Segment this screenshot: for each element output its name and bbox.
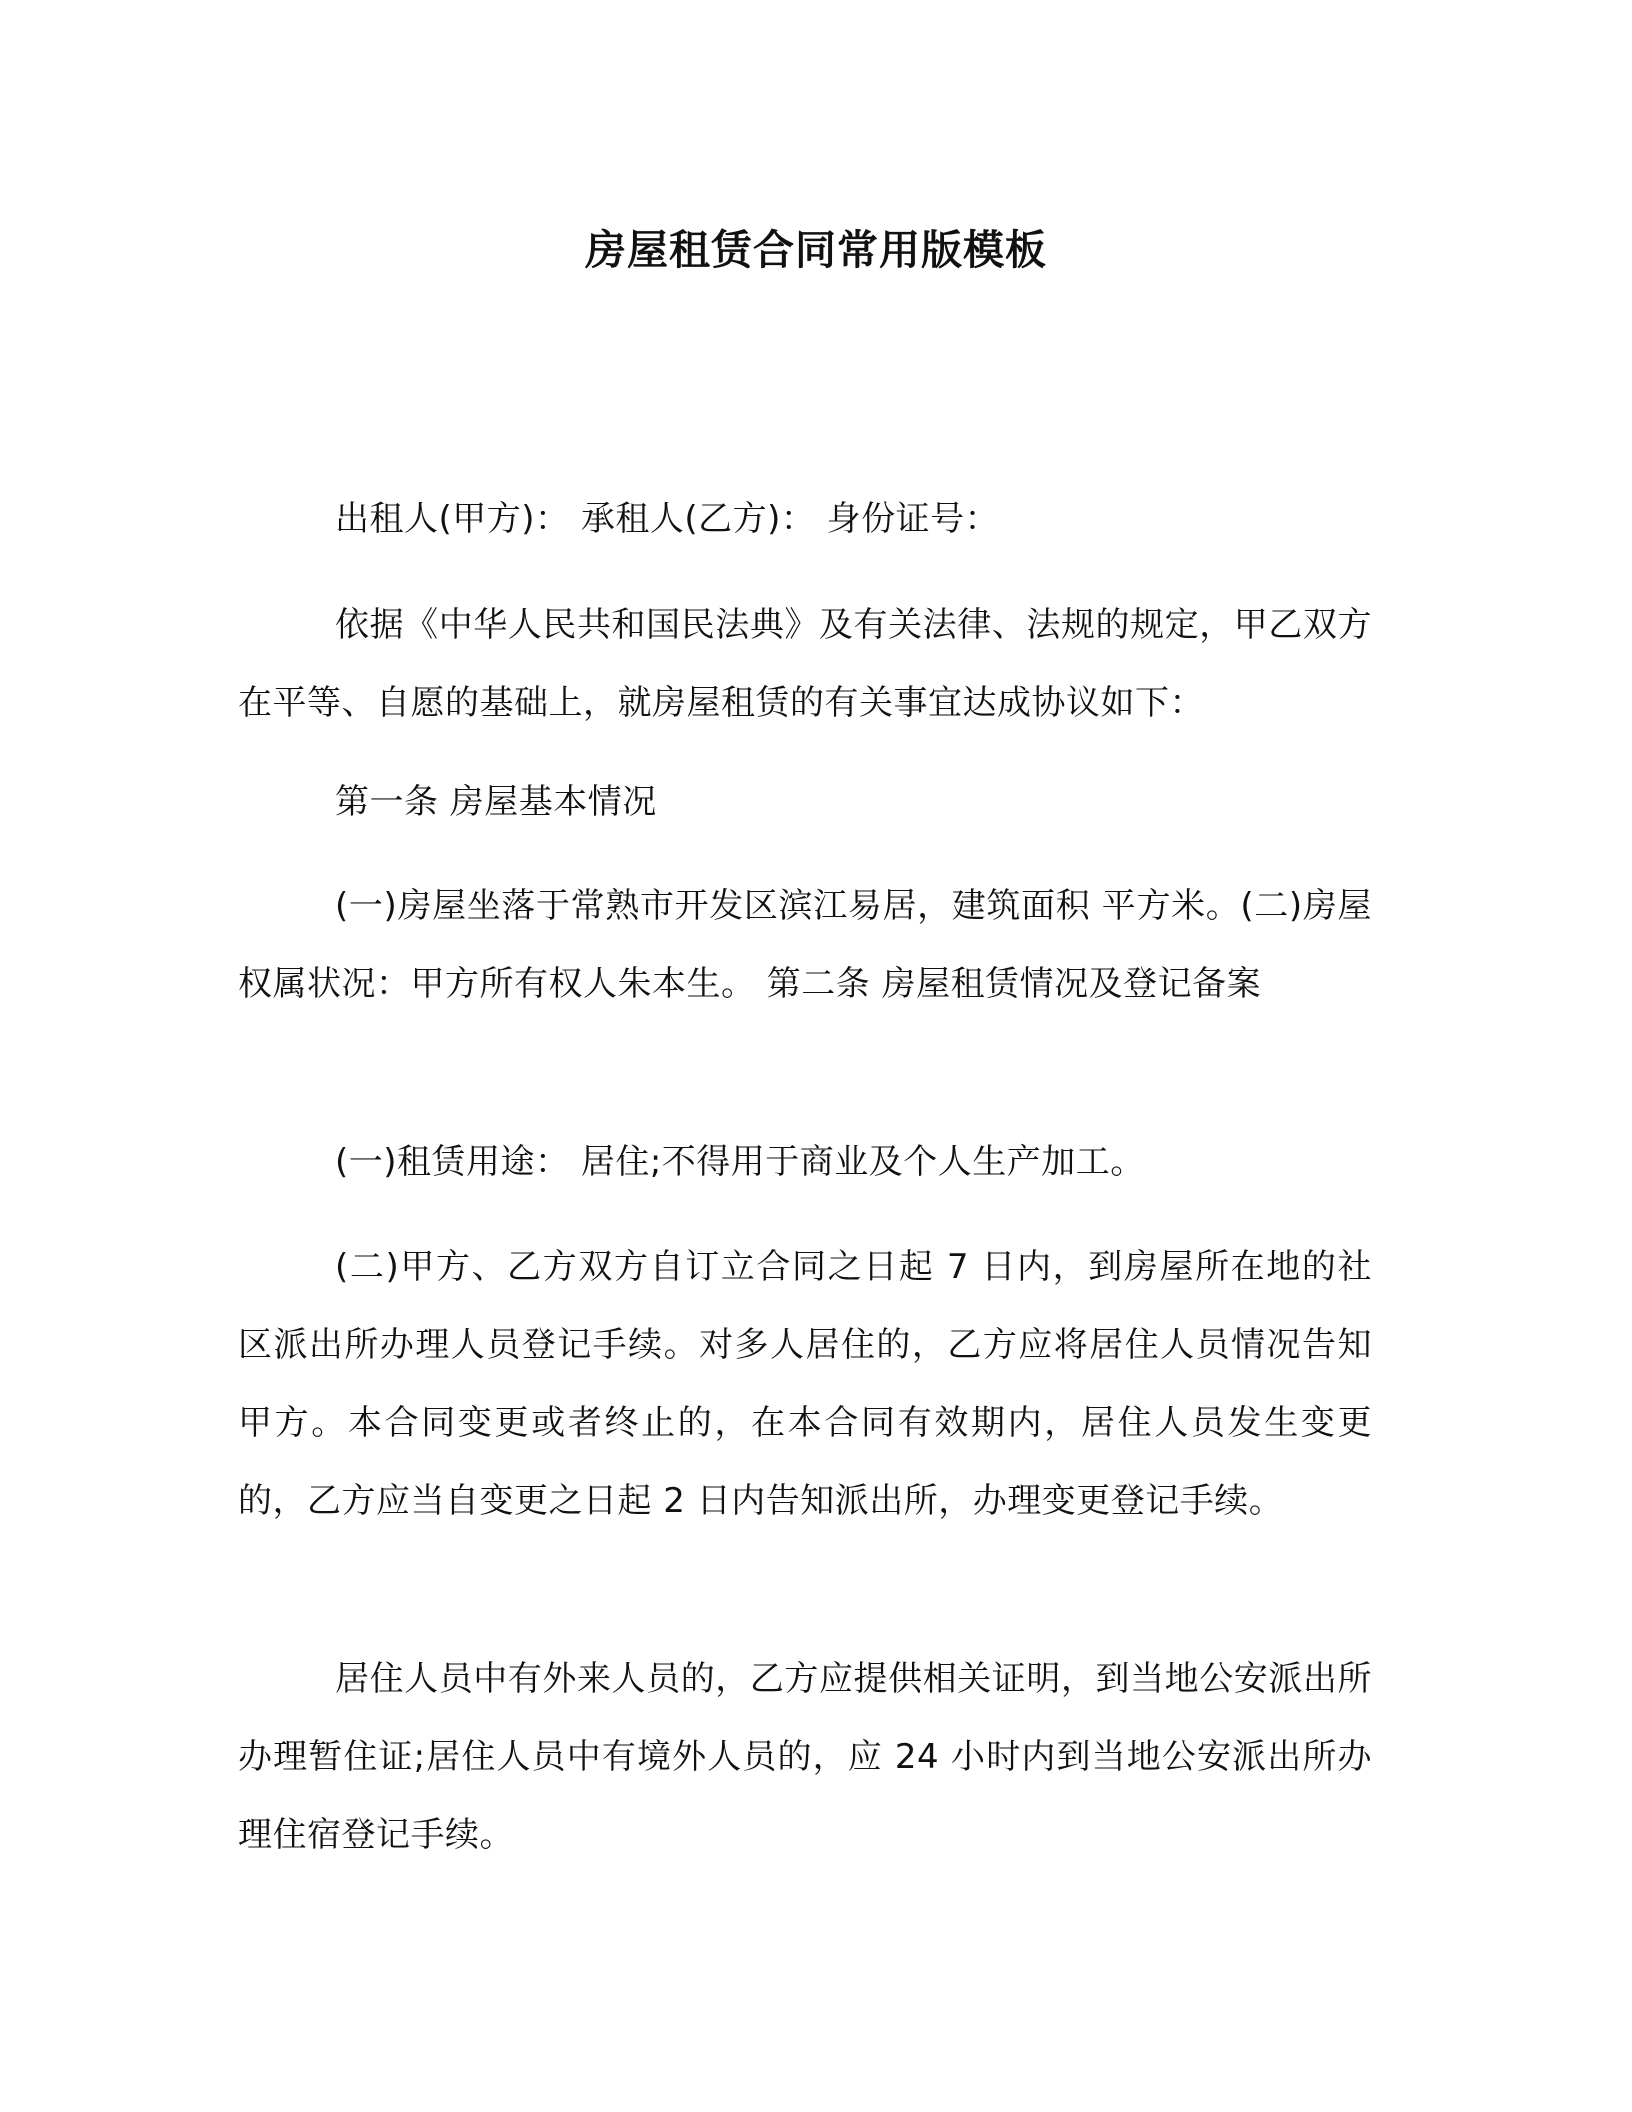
paragraph-preamble: 依据《中华人民共和国民法典》及有关法律、法规的规定，甲乙双方在平等、自愿的基础上，就房屋租赁的有关事宜达成协议如下： — [238, 605, 1372, 723]
paragraph-property-location: (一)房屋坐落于常熟市开发区滨江易居，建筑面积 平方米。(二)房屋权属状况：甲方所有权人朱本生。 第二条 房屋租赁情况及登记备案 — [238, 886, 1372, 1004]
document-title: 房屋租赁合同常用版模板 — [585, 226, 1047, 274]
paragraph-resident-registration: 居住人员中有外来人员的，乙方应提供相关证明，到当地公安派出所办理暂住证;居住人员中有境外人员的，应 24 小时内到当地公安派出所办理住宿登记手续。 — [238, 1659, 1372, 1855]
paragraph-registration: (二)甲方、乙方双方自订立合同之日起 7 日内，到房屋所在地的社区派出所办理人员登记手续。对多人居住的，乙方应将居住人员情况告知甲方。本合同变更或者终止的，在本合同有效期内，居住人员发生变更的，乙方应当自变更之日起 2 日内告知派出所，办理变更登记手续。 — [238, 1247, 1372, 1521]
paragraph-rental-purpose: (一)租赁用途： 居住;不得用于商业及个人生产加工。 — [335, 1142, 1145, 1182]
paragraph-article-1-heading: 第一条 房屋基本情况 — [335, 782, 657, 822]
paragraph-parties: 出租人(甲方)： 承租人(乙方)： 身份证号： — [335, 499, 1000, 539]
